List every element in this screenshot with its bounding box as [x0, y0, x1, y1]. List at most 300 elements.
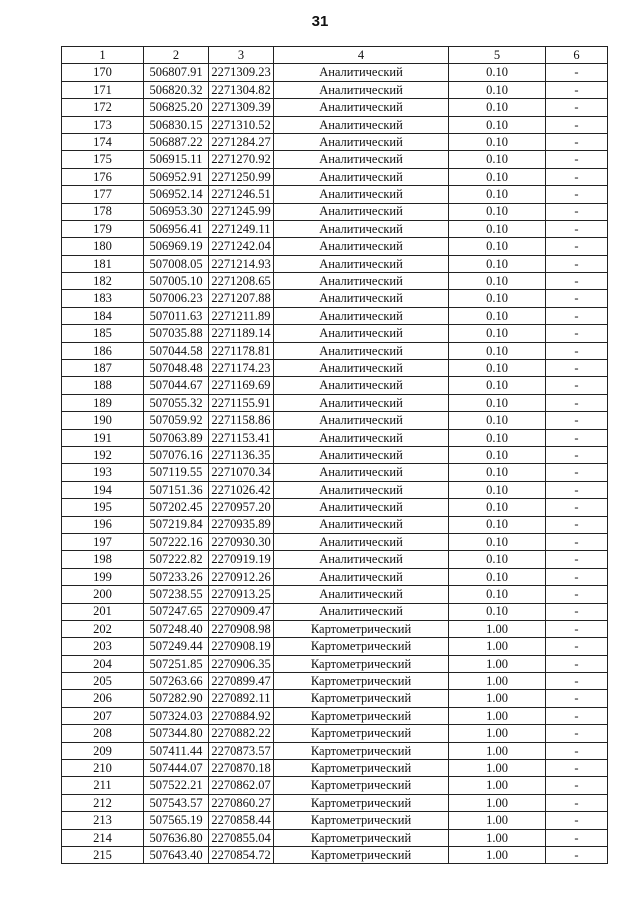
- table-row: [62, 812, 608, 829]
- cell-description: -: [546, 481, 608, 498]
- cell-y: 2271178.81: [209, 342, 274, 359]
- cell-accuracy: 1.00: [449, 725, 546, 742]
- cell-method: Аналитический: [274, 568, 449, 585]
- cell-point-number: 186: [62, 342, 144, 359]
- table-row: [62, 551, 608, 568]
- cell-point-number: 213: [62, 812, 144, 829]
- cell-y: 2270858.44: [209, 812, 274, 829]
- cell-accuracy: 1.00: [449, 690, 546, 707]
- cell-accuracy: 0.10: [449, 394, 546, 411]
- cell-y: 2270860.27: [209, 794, 274, 811]
- table-header: [62, 47, 608, 64]
- cell-x: 507643.40: [144, 846, 209, 863]
- cell-x: 507247.65: [144, 603, 209, 620]
- cell-description: -: [546, 360, 608, 377]
- cell-description: -: [546, 412, 608, 429]
- cell-method: Картометрический: [274, 638, 449, 655]
- table-row: [62, 203, 608, 220]
- cell-method: Аналитический: [274, 516, 449, 533]
- cell-method: Аналитический: [274, 273, 449, 290]
- cell-description: -: [546, 586, 608, 603]
- cell-y: 2271207.88: [209, 290, 274, 307]
- cell-x: 507411.44: [144, 742, 209, 759]
- cell-description: -: [546, 620, 608, 637]
- cell-point-number: 195: [62, 499, 144, 516]
- cell-y: 2270912.26: [209, 568, 274, 585]
- cell-description: -: [546, 273, 608, 290]
- cell-point-number: 205: [62, 673, 144, 690]
- cell-x: 507444.07: [144, 760, 209, 777]
- cell-y: 2271246.51: [209, 186, 274, 203]
- cell-y: 2270854.72: [209, 846, 274, 863]
- cell-description: -: [546, 429, 608, 446]
- cell-x: 507282.90: [144, 690, 209, 707]
- cell-accuracy: 0.10: [449, 603, 546, 620]
- cell-x: 507251.85: [144, 655, 209, 672]
- cell-point-number: 198: [62, 551, 144, 568]
- cell-x: 507048.48: [144, 360, 209, 377]
- cell-method: Аналитический: [274, 464, 449, 481]
- cell-point-number: 196: [62, 516, 144, 533]
- cell-accuracy: 0.10: [449, 151, 546, 168]
- cell-method: Аналитический: [274, 81, 449, 98]
- cell-y: 2271284.27: [209, 133, 274, 150]
- table-row: [62, 481, 608, 498]
- table-row: [62, 568, 608, 585]
- table-row: [62, 655, 608, 672]
- cell-method: Аналитический: [274, 203, 449, 220]
- cell-point-number: 175: [62, 151, 144, 168]
- cell-x: 507249.44: [144, 638, 209, 655]
- table-row: [62, 533, 608, 550]
- cell-method: Картометрический: [274, 794, 449, 811]
- cell-description: -: [546, 220, 608, 237]
- table-row: [62, 64, 608, 81]
- cell-accuracy: 0.10: [449, 255, 546, 272]
- cell-y: 2271214.93: [209, 255, 274, 272]
- table-row: [62, 133, 608, 150]
- cell-point-number: 176: [62, 168, 144, 185]
- cell-accuracy: 0.10: [449, 273, 546, 290]
- cell-x: 506915.11: [144, 151, 209, 168]
- cell-method: Картометрический: [274, 690, 449, 707]
- cell-accuracy: 0.10: [449, 116, 546, 133]
- cell-method: Картометрический: [274, 777, 449, 794]
- cell-method: Аналитический: [274, 238, 449, 255]
- cell-accuracy: 1.00: [449, 742, 546, 759]
- cell-point-number: 202: [62, 620, 144, 637]
- cell-accuracy: 1.00: [449, 760, 546, 777]
- cell-x: 507006.23: [144, 290, 209, 307]
- cell-description: -: [546, 499, 608, 516]
- table-row: [62, 255, 608, 272]
- cell-x: 506952.91: [144, 168, 209, 185]
- cell-description: -: [546, 794, 608, 811]
- cell-y: 2271309.39: [209, 99, 274, 116]
- cell-y: 2271158.86: [209, 412, 274, 429]
- coordinates-table: [61, 46, 608, 864]
- cell-y: 2270919.19: [209, 551, 274, 568]
- cell-y: 2271310.52: [209, 116, 274, 133]
- cell-accuracy: 0.10: [449, 551, 546, 568]
- cell-description: -: [546, 151, 608, 168]
- cell-point-number: 188: [62, 377, 144, 394]
- cell-x: 507035.88: [144, 325, 209, 342]
- cell-method: Картометрический: [274, 725, 449, 742]
- cell-x: 507222.16: [144, 533, 209, 550]
- table-row: [62, 116, 608, 133]
- table-row: [62, 638, 608, 655]
- cell-description: -: [546, 725, 608, 742]
- cell-point-number: 184: [62, 307, 144, 324]
- table-row: [62, 603, 608, 620]
- cell-x: 507636.80: [144, 829, 209, 846]
- cell-point-number: 215: [62, 846, 144, 863]
- cell-y: 2270899.47: [209, 673, 274, 690]
- cell-method: Аналитический: [274, 446, 449, 463]
- cell-y: 2270882.22: [209, 725, 274, 742]
- table-row: [62, 620, 608, 637]
- table-row: [62, 186, 608, 203]
- cell-method: Аналитический: [274, 255, 449, 272]
- cell-method: Картометрический: [274, 673, 449, 690]
- table-row: [62, 707, 608, 724]
- cell-description: -: [546, 342, 608, 359]
- cell-point-number: 180: [62, 238, 144, 255]
- cell-point-number: 177: [62, 186, 144, 203]
- cell-description: -: [546, 446, 608, 463]
- cell-point-number: 189: [62, 394, 144, 411]
- cell-method: Картометрический: [274, 655, 449, 672]
- cell-y: 2271245.99: [209, 203, 274, 220]
- cell-accuracy: 0.10: [449, 81, 546, 98]
- cell-x: 507202.45: [144, 499, 209, 516]
- cell-method: Аналитический: [274, 168, 449, 185]
- cell-x: 507263.66: [144, 673, 209, 690]
- table-row: [62, 99, 608, 116]
- cell-method: Аналитический: [274, 533, 449, 550]
- table-row: [62, 81, 608, 98]
- cell-method: Аналитический: [274, 342, 449, 359]
- cell-accuracy: 0.10: [449, 533, 546, 550]
- cell-description: -: [546, 290, 608, 307]
- cell-method: Аналитический: [274, 151, 449, 168]
- cell-method: Аналитический: [274, 99, 449, 116]
- cell-y: 2271189.14: [209, 325, 274, 342]
- cell-method: Аналитический: [274, 290, 449, 307]
- cell-description: -: [546, 64, 608, 81]
- cell-description: -: [546, 829, 608, 846]
- cell-description: -: [546, 99, 608, 116]
- table-row: [62, 342, 608, 359]
- cell-description: -: [546, 325, 608, 342]
- cell-x: 507324.03: [144, 707, 209, 724]
- cell-description: -: [546, 742, 608, 759]
- cell-accuracy: 0.10: [449, 220, 546, 237]
- cell-x: 507005.10: [144, 273, 209, 290]
- table-row: [62, 760, 608, 777]
- cell-description: -: [546, 168, 608, 185]
- cell-point-number: 179: [62, 220, 144, 237]
- cell-description: -: [546, 394, 608, 411]
- cell-y: 2271153.41: [209, 429, 274, 446]
- cell-y: 2270908.19: [209, 638, 274, 655]
- cell-y: 2271026.42: [209, 481, 274, 498]
- cell-method: Аналитический: [274, 499, 449, 516]
- cell-accuracy: 0.10: [449, 586, 546, 603]
- cell-accuracy: 0.10: [449, 133, 546, 150]
- cell-y: 2270884.92: [209, 707, 274, 724]
- cell-x: 507011.63: [144, 307, 209, 324]
- cell-accuracy: 0.10: [449, 412, 546, 429]
- cell-description: -: [546, 551, 608, 568]
- cell-y: 2270892.11: [209, 690, 274, 707]
- cell-y: 2271174.23: [209, 360, 274, 377]
- cell-accuracy: 0.10: [449, 481, 546, 498]
- cell-description: -: [546, 846, 608, 863]
- table-row: [62, 794, 608, 811]
- cell-point-number: 170: [62, 64, 144, 81]
- cell-method: Картометрический: [274, 760, 449, 777]
- cell-x: 506952.14: [144, 186, 209, 203]
- cell-accuracy: 0.10: [449, 360, 546, 377]
- cell-description: -: [546, 81, 608, 98]
- cell-y: 2271250.99: [209, 168, 274, 185]
- cell-accuracy: 1.00: [449, 794, 546, 811]
- table-row: [62, 220, 608, 237]
- cell-description: -: [546, 133, 608, 150]
- table-row: [62, 846, 608, 863]
- table-body: [62, 64, 608, 864]
- cell-x: 507059.92: [144, 412, 209, 429]
- table-row: [62, 777, 608, 794]
- cell-accuracy: 0.10: [449, 290, 546, 307]
- cell-point-number: 171: [62, 81, 144, 98]
- cell-description: -: [546, 533, 608, 550]
- cell-accuracy: 0.10: [449, 64, 546, 81]
- cell-x: 506825.20: [144, 99, 209, 116]
- cell-x: 507344.80: [144, 725, 209, 742]
- table-row: [62, 307, 608, 324]
- table-row: [62, 586, 608, 603]
- cell-method: Аналитический: [274, 586, 449, 603]
- cell-y: 2270906.35: [209, 655, 274, 672]
- column-header-y: 3: [209, 47, 274, 64]
- cell-point-number: 204: [62, 655, 144, 672]
- cell-point-number: 173: [62, 116, 144, 133]
- cell-description: -: [546, 707, 608, 724]
- cell-method: Картометрический: [274, 812, 449, 829]
- cell-point-number: 174: [62, 133, 144, 150]
- page-number: 31: [311, 13, 329, 30]
- cell-x: 506887.22: [144, 133, 209, 150]
- column-header-method: 4: [274, 47, 449, 64]
- table-row: [62, 377, 608, 394]
- cell-point-number: 208: [62, 725, 144, 742]
- cell-accuracy: 0.10: [449, 464, 546, 481]
- cell-y: 2270862.07: [209, 777, 274, 794]
- cell-description: -: [546, 655, 608, 672]
- cell-accuracy: 1.00: [449, 846, 546, 863]
- cell-accuracy: 1.00: [449, 620, 546, 637]
- cell-method: Аналитический: [274, 551, 449, 568]
- cell-method: Аналитический: [274, 394, 449, 411]
- table-row: [62, 412, 608, 429]
- cell-description: -: [546, 116, 608, 133]
- cell-point-number: 187: [62, 360, 144, 377]
- cell-method: Аналитический: [274, 377, 449, 394]
- cell-y: 2271270.92: [209, 151, 274, 168]
- cell-point-number: 214: [62, 829, 144, 846]
- cell-x: 507044.67: [144, 377, 209, 394]
- cell-x: 506830.15: [144, 116, 209, 133]
- cell-description: -: [546, 690, 608, 707]
- cell-description: -: [546, 516, 608, 533]
- cell-point-number: 206: [62, 690, 144, 707]
- cell-point-number: 200: [62, 586, 144, 603]
- cell-x: 507522.21: [144, 777, 209, 794]
- cell-x: 507076.16: [144, 446, 209, 463]
- table-row: [62, 429, 608, 446]
- cell-x: 507248.40: [144, 620, 209, 637]
- cell-point-number: 207: [62, 707, 144, 724]
- cell-method: Картометрический: [274, 707, 449, 724]
- cell-y: 2270913.25: [209, 586, 274, 603]
- cell-y: 2271208.65: [209, 273, 274, 290]
- table-row: [62, 742, 608, 759]
- cell-point-number: 172: [62, 99, 144, 116]
- cell-y: 2271070.34: [209, 464, 274, 481]
- cell-accuracy: 0.10: [449, 307, 546, 324]
- cell-y: 2271304.82: [209, 81, 274, 98]
- cell-x: 506969.19: [144, 238, 209, 255]
- cell-description: -: [546, 464, 608, 481]
- cell-point-number: 192: [62, 446, 144, 463]
- cell-accuracy: 0.10: [449, 446, 546, 463]
- cell-x: 507055.32: [144, 394, 209, 411]
- cell-method: Картометрический: [274, 829, 449, 846]
- cell-accuracy: 1.00: [449, 655, 546, 672]
- table-row: [62, 168, 608, 185]
- cell-accuracy: 0.10: [449, 499, 546, 516]
- cell-y: 2270855.04: [209, 829, 274, 846]
- cell-point-number: 201: [62, 603, 144, 620]
- cell-x: 507238.55: [144, 586, 209, 603]
- table-row: [62, 673, 608, 690]
- cell-description: -: [546, 603, 608, 620]
- cell-accuracy: 0.10: [449, 516, 546, 533]
- cell-point-number: 210: [62, 760, 144, 777]
- cell-accuracy: 1.00: [449, 777, 546, 794]
- cell-point-number: 203: [62, 638, 144, 655]
- cell-method: Аналитический: [274, 429, 449, 446]
- cell-method: Аналитический: [274, 133, 449, 150]
- cell-accuracy: 0.10: [449, 568, 546, 585]
- header-row: [62, 47, 608, 64]
- cell-description: -: [546, 238, 608, 255]
- table-row: [62, 394, 608, 411]
- cell-description: -: [546, 377, 608, 394]
- cell-y: 2271242.04: [209, 238, 274, 255]
- cell-x: 506820.32: [144, 81, 209, 98]
- cell-accuracy: 1.00: [449, 812, 546, 829]
- table-row: [62, 690, 608, 707]
- cell-y: 2270870.18: [209, 760, 274, 777]
- table-row: [62, 360, 608, 377]
- cell-method: Картометрический: [274, 742, 449, 759]
- cell-method: Аналитический: [274, 64, 449, 81]
- cell-y: 2270957.20: [209, 499, 274, 516]
- cell-x: 507119.55: [144, 464, 209, 481]
- cell-point-number: 197: [62, 533, 144, 550]
- cell-y: 2271155.91: [209, 394, 274, 411]
- cell-x: 507565.19: [144, 812, 209, 829]
- cell-y: 2270873.57: [209, 742, 274, 759]
- cell-description: -: [546, 307, 608, 324]
- table-row: [62, 273, 608, 290]
- table-row: [62, 151, 608, 168]
- table-row: [62, 464, 608, 481]
- cell-accuracy: 0.10: [449, 238, 546, 255]
- table-row: [62, 290, 608, 307]
- cell-x: 507044.58: [144, 342, 209, 359]
- cell-x: 506953.30: [144, 203, 209, 220]
- cell-accuracy: 1.00: [449, 829, 546, 846]
- cell-method: Аналитический: [274, 220, 449, 237]
- table-row: [62, 829, 608, 846]
- cell-accuracy: 0.10: [449, 168, 546, 185]
- cell-method: Картометрический: [274, 846, 449, 863]
- cell-accuracy: 0.10: [449, 186, 546, 203]
- cell-y: 2270909.47: [209, 603, 274, 620]
- cell-accuracy: 1.00: [449, 707, 546, 724]
- cell-x: 507543.57: [144, 794, 209, 811]
- table-row: [62, 516, 608, 533]
- cell-y: 2271136.35: [209, 446, 274, 463]
- cell-accuracy: 0.10: [449, 325, 546, 342]
- column-header-accuracy: 5: [449, 47, 546, 64]
- cell-point-number: 194: [62, 481, 144, 498]
- cell-point-number: 193: [62, 464, 144, 481]
- cell-accuracy: 0.10: [449, 377, 546, 394]
- cell-x: 507219.84: [144, 516, 209, 533]
- cell-point-number: 183: [62, 290, 144, 307]
- table-row: [62, 238, 608, 255]
- cell-x: 507222.82: [144, 551, 209, 568]
- cell-point-number: 182: [62, 273, 144, 290]
- cell-accuracy: 0.10: [449, 203, 546, 220]
- cell-y: 2270908.98: [209, 620, 274, 637]
- column-header-description: 6: [546, 47, 608, 64]
- cell-description: -: [546, 777, 608, 794]
- cell-method: Аналитический: [274, 325, 449, 342]
- cell-method: Аналитический: [274, 412, 449, 429]
- cell-point-number: 181: [62, 255, 144, 272]
- cell-y: 2270935.89: [209, 516, 274, 533]
- table-row: [62, 446, 608, 463]
- column-header-point-number: 1: [62, 47, 144, 64]
- cell-point-number: 211: [62, 777, 144, 794]
- cell-description: -: [546, 186, 608, 203]
- cell-y: 2271309.23: [209, 64, 274, 81]
- table-row: [62, 499, 608, 516]
- cell-y: 2270930.30: [209, 533, 274, 550]
- cell-x: 507151.36: [144, 481, 209, 498]
- cell-description: -: [546, 203, 608, 220]
- cell-point-number: 191: [62, 429, 144, 446]
- cell-description: -: [546, 638, 608, 655]
- cell-description: -: [546, 255, 608, 272]
